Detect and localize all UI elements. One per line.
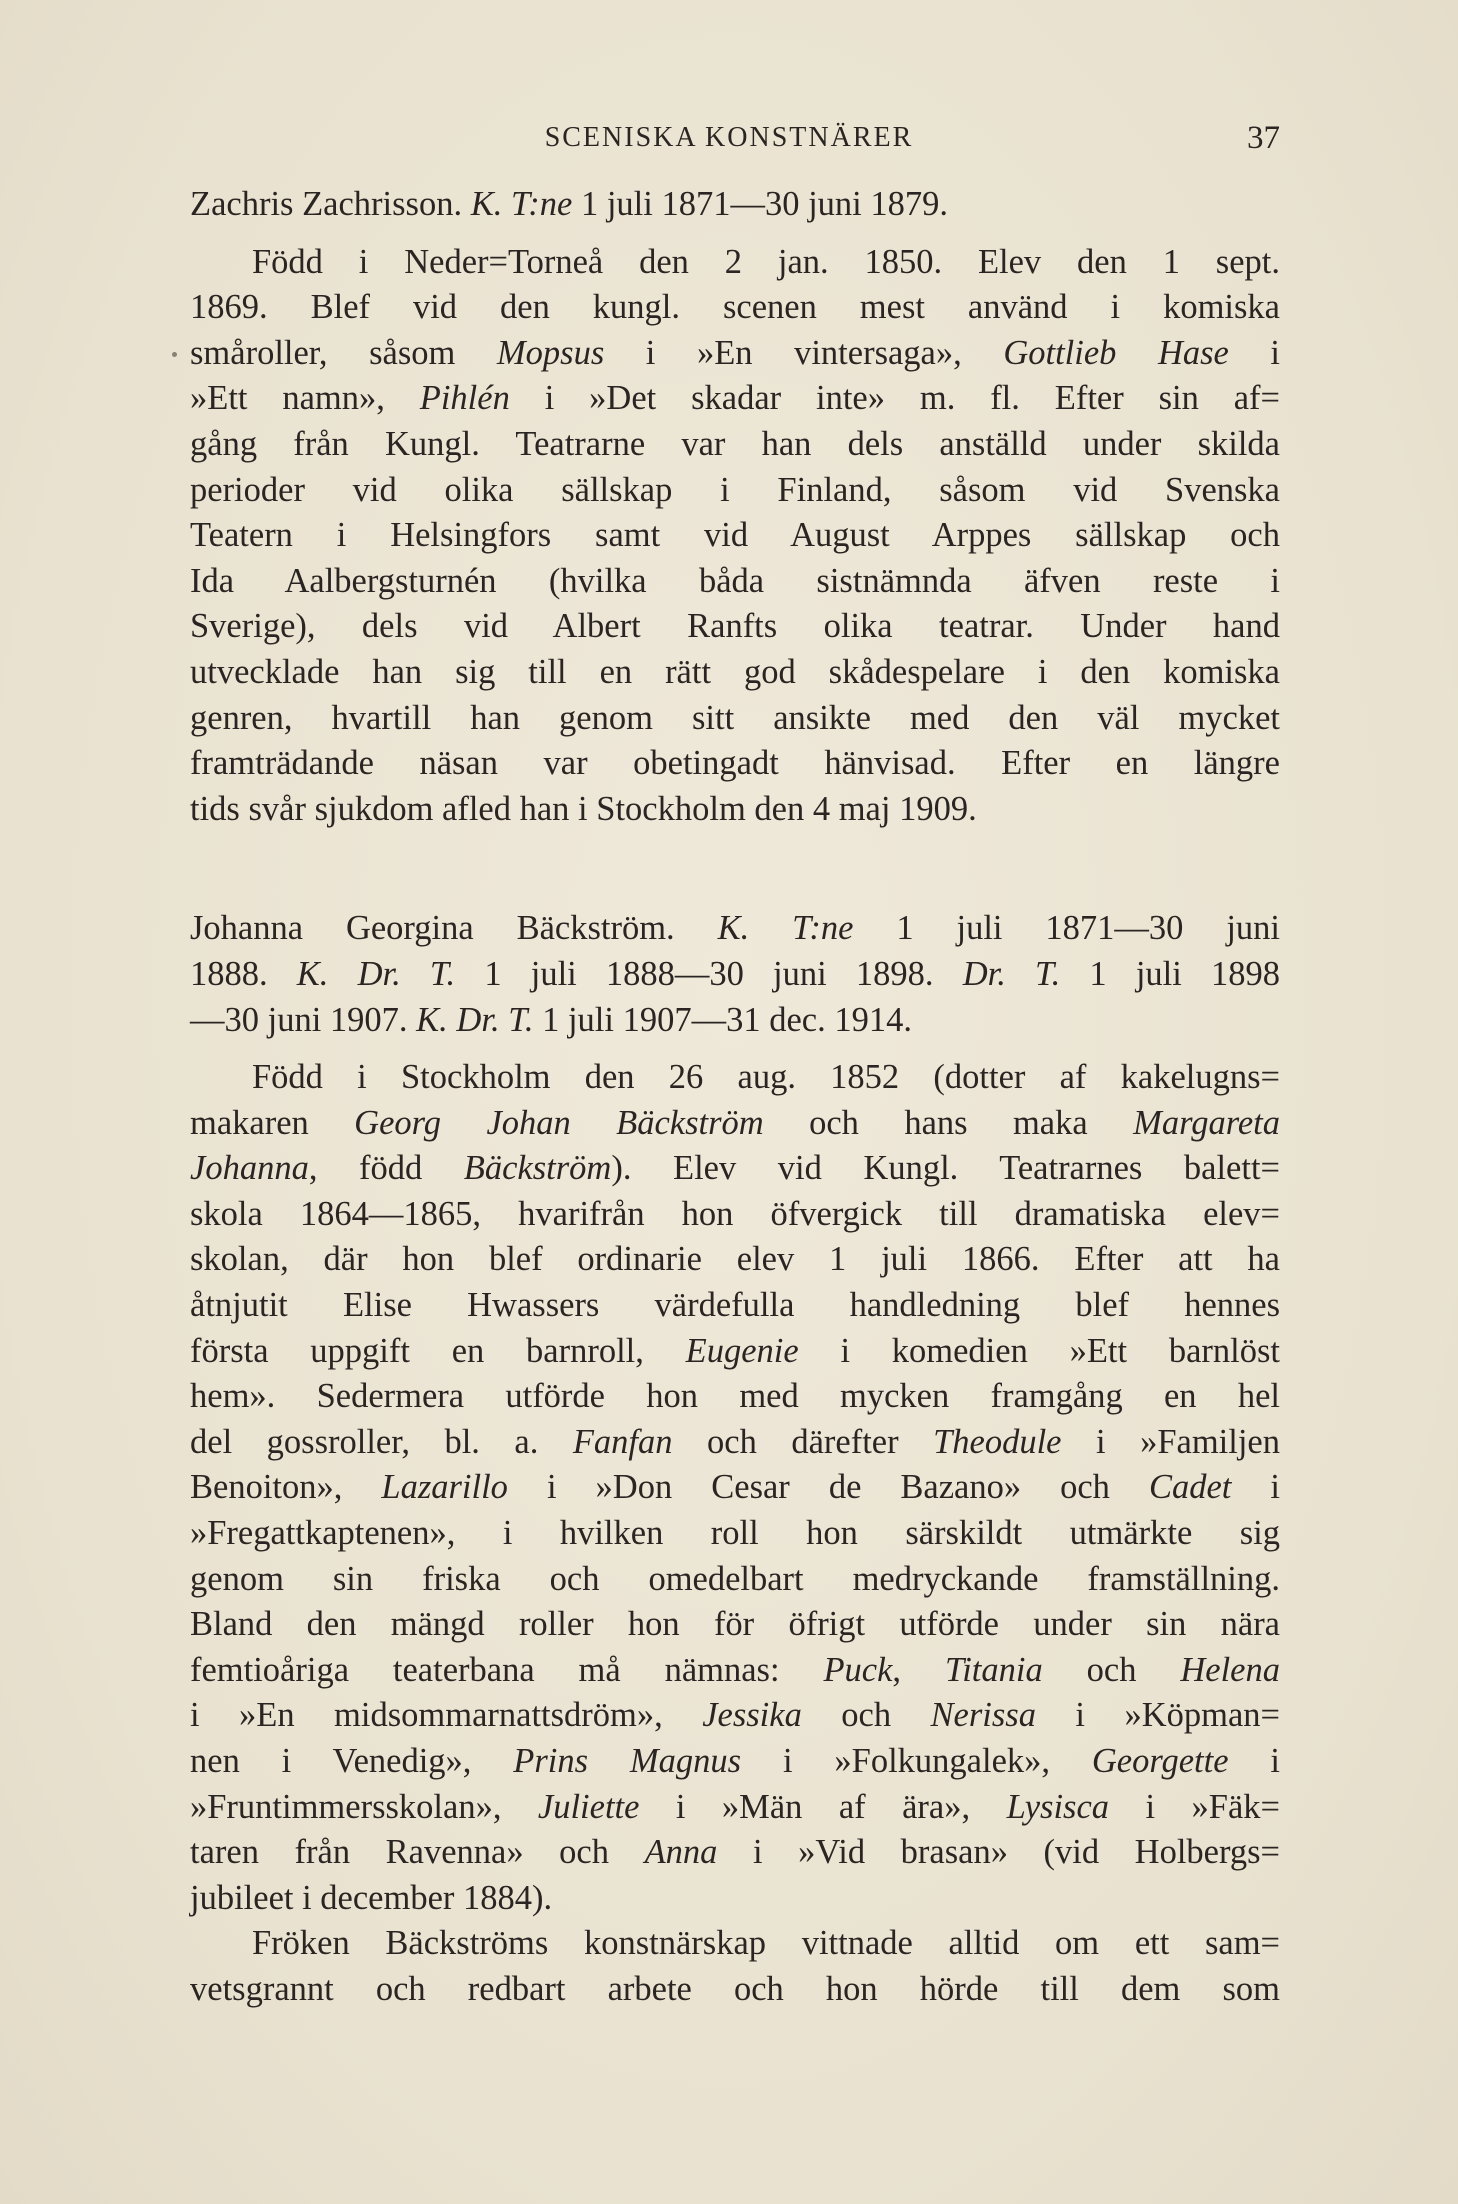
running-head (0, 118, 1458, 158)
body-line (190, 1192, 1280, 1238)
italic-segment: K. T:ne (717, 909, 854, 948)
italic-segment: K. Dr. T. (296, 954, 456, 993)
text-segment: , född (308, 1149, 464, 1188)
body-line (190, 1830, 1280, 1876)
italic-segment: Fanfan (572, 1422, 673, 1461)
body-line (190, 513, 1280, 559)
text-block (190, 182, 1280, 2013)
italic-segment: Jessika (702, 1696, 802, 1735)
text-segment: del gossroller, bl. a. (190, 1422, 573, 1461)
margin-speck (172, 352, 177, 357)
body-line (190, 1055, 1280, 1101)
text-segment: skola 1864—1865, hvarifrån hon öfvergick till dramatiska elev= (190, 1194, 1280, 1233)
text-segment: och hans maka (763, 1103, 1134, 1142)
text-segment: 1 juli 1871—30 juni 1879. (572, 185, 948, 223)
italic-segment: Cadet (1148, 1468, 1232, 1507)
italic-segment: K. T:ne (470, 185, 573, 223)
text-segment: i (1228, 1742, 1280, 1780)
body-line (190, 1739, 1280, 1785)
body-line (190, 741, 1280, 787)
text-segment: 1 juli 1888—30 juni 1898. (455, 954, 963, 993)
text-segment: i »Folkungalek», (741, 1742, 1092, 1780)
italic-segment: Mopsus (496, 333, 605, 372)
body-line (190, 787, 1280, 833)
text-segment: och (801, 1696, 931, 1735)
text-segment: första uppgift en barnroll, (190, 1331, 686, 1370)
text-segment: 1 juli 1871—30 juni (853, 909, 1280, 948)
text-segment: 1869. Blef vid den kungl. scenen mest använd i komiska (190, 288, 1280, 327)
text-segment: och (1042, 1650, 1181, 1689)
body-line (190, 1602, 1280, 1648)
heading-line (190, 952, 1280, 998)
body-line (190, 1101, 1280, 1147)
body-line (190, 1921, 1280, 1967)
italic-segment: Dr. T. (962, 954, 1061, 993)
text-segment: taren från Ravenna» och (190, 1833, 645, 1872)
text-segment: i »En vintersaga», (604, 333, 1004, 372)
text-segment: 1 juli 1898 (1060, 954, 1280, 993)
text-segment: jubileet i december 1884). (190, 1878, 553, 1917)
text-segment: i »Familjen (1061, 1422, 1280, 1461)
page-number: 37 (1247, 120, 1280, 156)
body-line (190, 468, 1280, 514)
body-line (190, 1511, 1280, 1557)
text-segment: , (892, 1650, 945, 1689)
text-segment: 1 juli 1907—31 dec. 1914. (533, 1000, 912, 1039)
text-segment: Benoiton», (190, 1468, 382, 1507)
italic-segment: Eugenie (685, 1331, 799, 1370)
body-line (190, 604, 1280, 650)
italic-segment: Helena (1180, 1650, 1280, 1689)
entry-backstrom (190, 906, 1280, 2012)
text-segment: perioder vid olika sällskap i Finland, såsom vid Svenska (190, 470, 1280, 509)
text-segment: Ida Aalbergsturnén (hvilka båda sistnämnda äfven reste i (190, 561, 1280, 600)
text-segment: framträdande näsan var obetingadt hänvisad. Efter en längre (190, 744, 1280, 783)
text-segment: makaren (190, 1103, 355, 1142)
body-line (190, 285, 1280, 331)
text-segment: i (1228, 333, 1281, 372)
italic-segment: Gottlieb Hase (1003, 333, 1229, 372)
text-segment: Bland den mängd roller hon för öfrigt utförde under sin nära (190, 1605, 1280, 1644)
text-segment: »Ett namn», (190, 379, 420, 418)
italic-segment: Lazarillo (381, 1468, 508, 1507)
entry-body (190, 240, 1280, 833)
body-line (190, 1785, 1280, 1831)
body-line (190, 1876, 1280, 1922)
italic-segment: Johanna (190, 1149, 309, 1188)
text-segment: utvecklade han sig till en rätt god skådespelare i den komiska (190, 652, 1280, 691)
text-segment: genom sin friska och omedelbart medryckande framställning. (190, 1559, 1280, 1598)
body-line (190, 559, 1280, 605)
spacer (190, 1043, 1280, 1055)
italic-segment: Pihlén (419, 379, 510, 418)
text-segment: vetsgrannt och redbart arbete och hon hörde till dem som (190, 1969, 1280, 2008)
heading-line (190, 998, 1280, 1044)
body-line (190, 696, 1280, 742)
body-line (190, 1557, 1280, 1603)
italic-segment: Margareta (1133, 1103, 1281, 1142)
body-line (190, 1967, 1280, 2013)
text-segment: »Fruntimmersskolan», (190, 1787, 538, 1826)
body-line (190, 1237, 1280, 1283)
italic-segment: Georg Johan Bäckström (354, 1103, 764, 1142)
entry-separator (190, 832, 1280, 906)
text-segment: i (1231, 1468, 1280, 1507)
text-segment: Sverige), dels vid Albert Ranfts olika teatrar. Under hand (190, 607, 1280, 646)
body-line (190, 376, 1280, 422)
body-line (190, 422, 1280, 468)
italic-segment: Lysisca (1006, 1787, 1110, 1826)
body-line (190, 1146, 1280, 1192)
text-segment: Johanna Georgina Bäckström. (190, 909, 718, 948)
text-segment: Född i Neder=Torneå den 2 jan. 1850. Elev den 1 sept. (252, 242, 1280, 281)
body-line (190, 1465, 1280, 1511)
entry-body (190, 1055, 1280, 1921)
spacer (190, 228, 1280, 240)
italic-segment: Anna (644, 1833, 718, 1872)
heading-line (190, 906, 1280, 952)
text-segment: tids svår sjukdom afled han i Stockholm den 4 maj 1909. (190, 789, 977, 828)
text-segment: i komedien »Ett barnlöst (798, 1331, 1280, 1370)
text-segment: i »Fäk= (1109, 1787, 1280, 1826)
italic-segment: Bäckström (463, 1149, 612, 1188)
italic-segment: Georgette (1091, 1742, 1229, 1780)
text-segment: genren, hvartill han genom sitt ansikte med den väl mycket (190, 698, 1280, 737)
italic-segment: Titania (944, 1650, 1043, 1689)
text-segment: Fröken Bäckströms konstnärskap vittnade alltid om ett sam= (252, 1924, 1280, 1963)
text-segment: i »Män af ära», (639, 1787, 1007, 1826)
italic-segment: Theodule (933, 1422, 1062, 1461)
body-line (190, 650, 1280, 696)
entry-heading (190, 182, 1280, 228)
italic-segment: Puck (823, 1650, 893, 1689)
text-segment: Född i Stockholm den 26 aug. 1852 (dotter af kakelugns= (252, 1058, 1280, 1097)
body-line (190, 331, 1280, 377)
body-line (190, 1648, 1280, 1694)
entry-heading (190, 906, 1280, 1043)
text-segment: nen i Venedig», (190, 1742, 514, 1780)
text-segment: skolan, där hon blef ordinarie elev 1 juli 1866. Efter att ha (190, 1240, 1280, 1279)
text-segment: i »Det skadar inte» m. fl. Efter sin af= (509, 379, 1280, 418)
text-segment: i »Vid brasan» (vid Holbergs= (717, 1833, 1280, 1872)
body-line (190, 1283, 1280, 1329)
text-segment: hem». Sedermera utförde hon med mycken framgång en hel (190, 1377, 1280, 1416)
text-segment: 1888. (190, 954, 297, 993)
text-segment: åtnjutit Elise Hwassers värdefulla handledning blef hennes (190, 1286, 1280, 1325)
text-segment: i »En midsommarnattsdröm», (190, 1696, 703, 1735)
heading-line (190, 182, 1280, 228)
body-line (190, 1374, 1280, 1420)
body-line (190, 240, 1280, 286)
text-segment: Teatern i Helsingfors samt vid August Arppes sällskap och (190, 516, 1280, 555)
entry-zachrisson (190, 182, 1280, 832)
text-segment: »Fregattkaptenen», i hvilken roll hon särskildt utmärkte sig (190, 1514, 1280, 1553)
text-segment: —30 juni 1907. (190, 1000, 417, 1039)
running-title: SCENISKA KONSTNÄRER (544, 122, 914, 153)
entry-body-paragraph-2 (190, 1921, 1280, 2012)
italic-segment: Nerissa (930, 1696, 1036, 1735)
italic-segment: Juliette (537, 1787, 640, 1826)
text-segment: gång från Kungl. Teatrarne var han dels anställd under skilda (190, 424, 1280, 463)
text-segment: och därefter (672, 1422, 934, 1461)
text-segment: Zachris Zachrisson. (190, 185, 471, 223)
body-line (190, 1693, 1280, 1739)
text-segment: i »Köpman= (1035, 1696, 1280, 1735)
body-line (190, 1329, 1280, 1375)
text-segment: ). Elev vid Kungl. Teatrarnes balett= (611, 1149, 1280, 1188)
body-line (190, 1420, 1280, 1466)
italic-segment: K. Dr. T. (416, 1000, 534, 1039)
text-segment: småroller, såsom (190, 333, 497, 372)
text-segment: femtioåriga teaterbana må nämnas: (190, 1650, 824, 1689)
text-segment: i »Don Cesar de Bazano» och (507, 1468, 1149, 1507)
italic-segment: Prins Magnus (513, 1742, 742, 1780)
